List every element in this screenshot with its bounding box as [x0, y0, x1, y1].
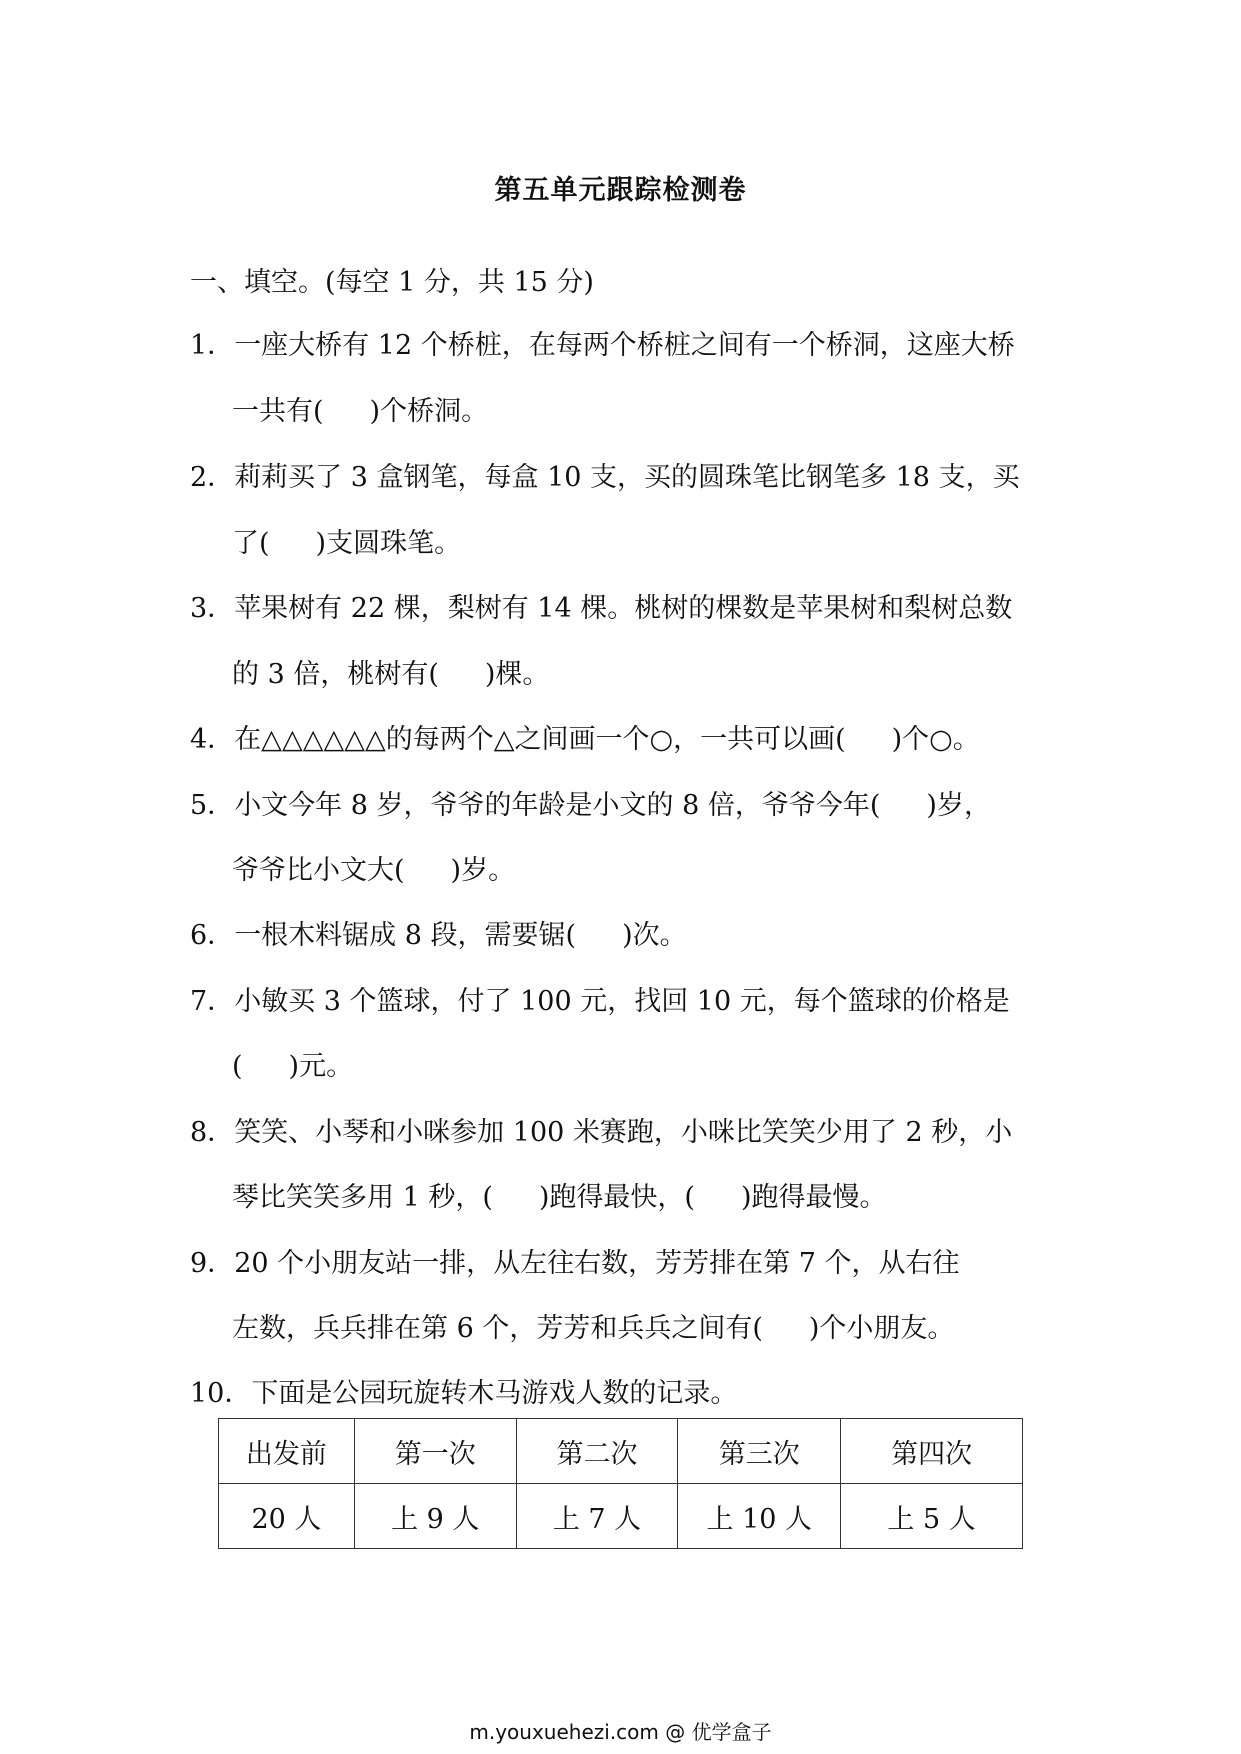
question-7-line-2: ( )元。: [232, 1051, 354, 1082]
question-3-line-1: 3．苹果树有 22 棵，梨树有 14 棵。桃树的棵数是苹果树和梨树总数: [190, 593, 1013, 624]
table-cell: 上 7 人: [516, 1484, 678, 1549]
question-7-line-1: 7．小敏买 3 个篮球，付了 100 元，找回 10 元，每个篮球的价格是: [190, 986, 1010, 1017]
question-1-line-2: 一共有( )个桥洞。: [232, 396, 489, 427]
page-title: 第五单元跟踪检测卷: [494, 175, 747, 206]
question-10: 10．下面是公园玩旋转木马游戏人数的记录。: [190, 1378, 738, 1409]
question-number: 8．: [190, 1117, 235, 1148]
table-header-cell: 第一次: [354, 1419, 516, 1484]
question-number: 7．: [190, 986, 235, 1017]
carousel-record-table: [218, 1418, 1023, 1549]
table-header-cell: 第四次: [841, 1419, 1023, 1484]
question-6: 6．一根木料锯成 8 段，需要锯( )次。: [190, 920, 687, 951]
table-cell: 上 9 人: [354, 1484, 516, 1549]
question-number: 4．: [190, 724, 235, 755]
question-number: 5．: [190, 790, 235, 821]
footer-watermark: m.youxuehezi.com @ 优学盒子: [469, 1720, 772, 1744]
table-cell: 上 10 人: [678, 1484, 841, 1549]
table-cell: 20 人: [219, 1484, 355, 1549]
question-2-line-2: 了( )支圆珠笔。: [232, 528, 462, 559]
table-header-cell: 第三次: [678, 1419, 841, 1484]
question-number: 6．: [190, 920, 235, 951]
question-3-line-2: 的 3 倍，桃树有( )棵。: [232, 659, 550, 690]
question-number: 3．: [190, 593, 235, 624]
question-5-line-2: 爷爷比小文大( )岁。: [232, 855, 516, 886]
table-header-row: [219, 1419, 1023, 1484]
question-8-line-1: 8．笑笑、小琴和小咪参加 100 米赛跑，小咪比笑笑少用了 2 秒，小: [190, 1117, 1013, 1148]
table-header-cell: 第二次: [516, 1419, 678, 1484]
question-number: 1．: [190, 330, 235, 361]
table-cell: 上 5 人: [841, 1484, 1023, 1549]
question-number: 10．: [190, 1378, 252, 1409]
table-row: [219, 1484, 1023, 1549]
question-9-line-1: 9．20 个小朋友站一排，从左往右数，芳芳排在第 7 个，从右往: [190, 1248, 960, 1279]
question-number: 2．: [190, 462, 235, 493]
question-9-line-2: 左数，兵兵排在第 6 个，芳芳和兵兵之间有( )个小朋友。: [232, 1313, 955, 1344]
question-2-line-1: 2．莉莉买了 3 盒钢笔，每盒 10 支，买的圆珠笔比钢笔多 18 支，买: [190, 462, 1020, 493]
question-8-line-2: 琴比笑笑多用 1 秒，( )跑得最快，( )跑得最慢。: [232, 1182, 887, 1213]
question-5-line-1: 5．小文今年 8 岁，爷爷的年龄是小文的 8 倍，爷爷今年( )岁，: [190, 790, 991, 821]
question-number: 9．: [190, 1248, 235, 1279]
question-4: 4．在△△△△△△的每两个△之间画一个○，一共可以画( )个○。: [190, 724, 980, 755]
section-heading: 一、填空。(每空 1 分，共 15 分): [190, 267, 594, 298]
table-header-cell: 出发前: [219, 1419, 355, 1484]
question-1-line-1: 1．一座大桥有 12 个桥桩，在每两个桥桩之间有一个桥洞，这座大桥: [190, 330, 1015, 361]
